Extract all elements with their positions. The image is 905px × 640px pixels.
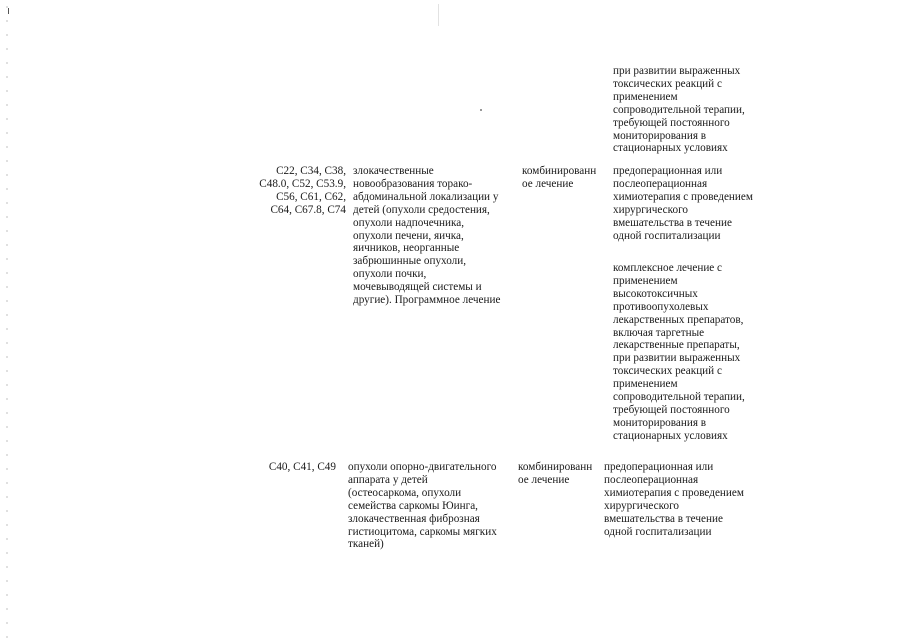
text-line: применением (613, 274, 678, 287)
text-line: требующей постоянного (613, 116, 730, 129)
row-1-treatment (522, 165, 596, 191)
text-line: комбинированн (518, 461, 593, 473)
text-line: злокачественная фиброзная (348, 512, 480, 525)
text-line: новообразования торако- (353, 177, 473, 190)
row-1-methods-block-1 (613, 262, 745, 443)
text-line: яичников, неорганные (353, 242, 460, 255)
text-line: другие). Программное лечение (353, 294, 501, 307)
text-line: высокотоксичных (613, 287, 698, 300)
text-line: применением (613, 378, 678, 391)
text-line: одной госпитализации (613, 229, 721, 242)
text-line: лекарственных препаратов, (613, 313, 744, 326)
text-line: мочевыводящей системы и (353, 281, 482, 294)
text-line: одной госпитализации (604, 525, 712, 538)
text-line: опухоли почки, (353, 268, 427, 281)
scan-margin-dots (6, 0, 8, 640)
text-line: вмешательства в течение (604, 512, 723, 525)
text-line: комплексное лечение с (613, 262, 723, 274)
text-line: токсических реакций с (613, 365, 722, 378)
text-line: абдоминальной локализации у (353, 190, 499, 203)
text-line: мониторирования в (613, 416, 707, 429)
text-line: сопроводительной терапии, (613, 391, 745, 404)
text-line: злокачественные (353, 165, 434, 177)
text-line: ое лечение (522, 177, 574, 190)
text-line: (остеосаркома, опухоли (348, 486, 462, 499)
text-line: детей (опухоли средостения, (353, 203, 490, 216)
row-2-methods-block-0 (604, 461, 744, 538)
row-1-diagnosis (353, 165, 500, 307)
text-line: вмешательства в течение (613, 216, 732, 229)
text-line: комбинированн (522, 165, 597, 177)
text-line: при развитии выраженных (613, 65, 741, 77)
text-line: опухоли надпочечника, (353, 216, 465, 229)
text-line: гистиоцитома, саркомы мягких (348, 525, 497, 538)
scan-mark (8, 8, 9, 14)
text-line: послеоперационная (604, 473, 699, 486)
text-line: мониторирования в (613, 129, 707, 142)
text-line: семейства саркомы Юинга, (348, 499, 478, 512)
text-line: включая таргетные (613, 326, 705, 339)
text-line: требующей постоянного (613, 403, 730, 416)
row-2-codes (248, 461, 336, 474)
text-line: C64, C67.8, C74 (270, 203, 346, 216)
row-0-methods-block-0 (613, 65, 745, 155)
text-line: токсических реакций с (613, 77, 722, 90)
text-line: забрюшинные опухоли, (353, 255, 467, 268)
scan-fold-line (438, 4, 439, 26)
text-line: стационарных условиях (613, 142, 728, 155)
text-line: опухоли опорно-двигательного (348, 461, 497, 473)
row-2-treatment (518, 461, 592, 487)
text-line: применением (613, 90, 678, 103)
text-line: химиотерапия с проведением (613, 190, 753, 203)
scan-speck (480, 109, 482, 111)
text-line: C56, C61, C62, (276, 190, 346, 203)
text-line: хирургического (604, 499, 679, 512)
text-line: предоперационная или (604, 461, 714, 473)
text-line: послеоперационная (613, 177, 708, 190)
text-line: предоперационная или (613, 165, 723, 177)
text-line: C40, C41, C49 (268, 461, 336, 473)
text-line: стационарных условиях (613, 429, 728, 442)
text-line: хирургического (613, 203, 688, 216)
text-line: ое лечение (518, 473, 570, 486)
row-1-methods-block-0 (613, 165, 753, 242)
text-line: C22, C34, C38, (276, 165, 346, 177)
text-line: при развитии выраженных (613, 352, 741, 365)
text-line: сопроводительной терапии, (613, 103, 745, 116)
text-line: опухоли печени, яичка, (353, 229, 464, 242)
text-line: тканей) (348, 538, 384, 551)
text-line: противоопухолевых (613, 300, 709, 313)
text-line: аппарата у детей (348, 473, 428, 486)
row-2-diagnosis (348, 461, 497, 551)
text-line: химиотерапия с проведением (604, 486, 744, 499)
text-line: лекарственные препараты, (613, 339, 740, 352)
text-line: C48.0, C52, C53.9, (259, 177, 346, 190)
row-1-codes (248, 165, 346, 217)
